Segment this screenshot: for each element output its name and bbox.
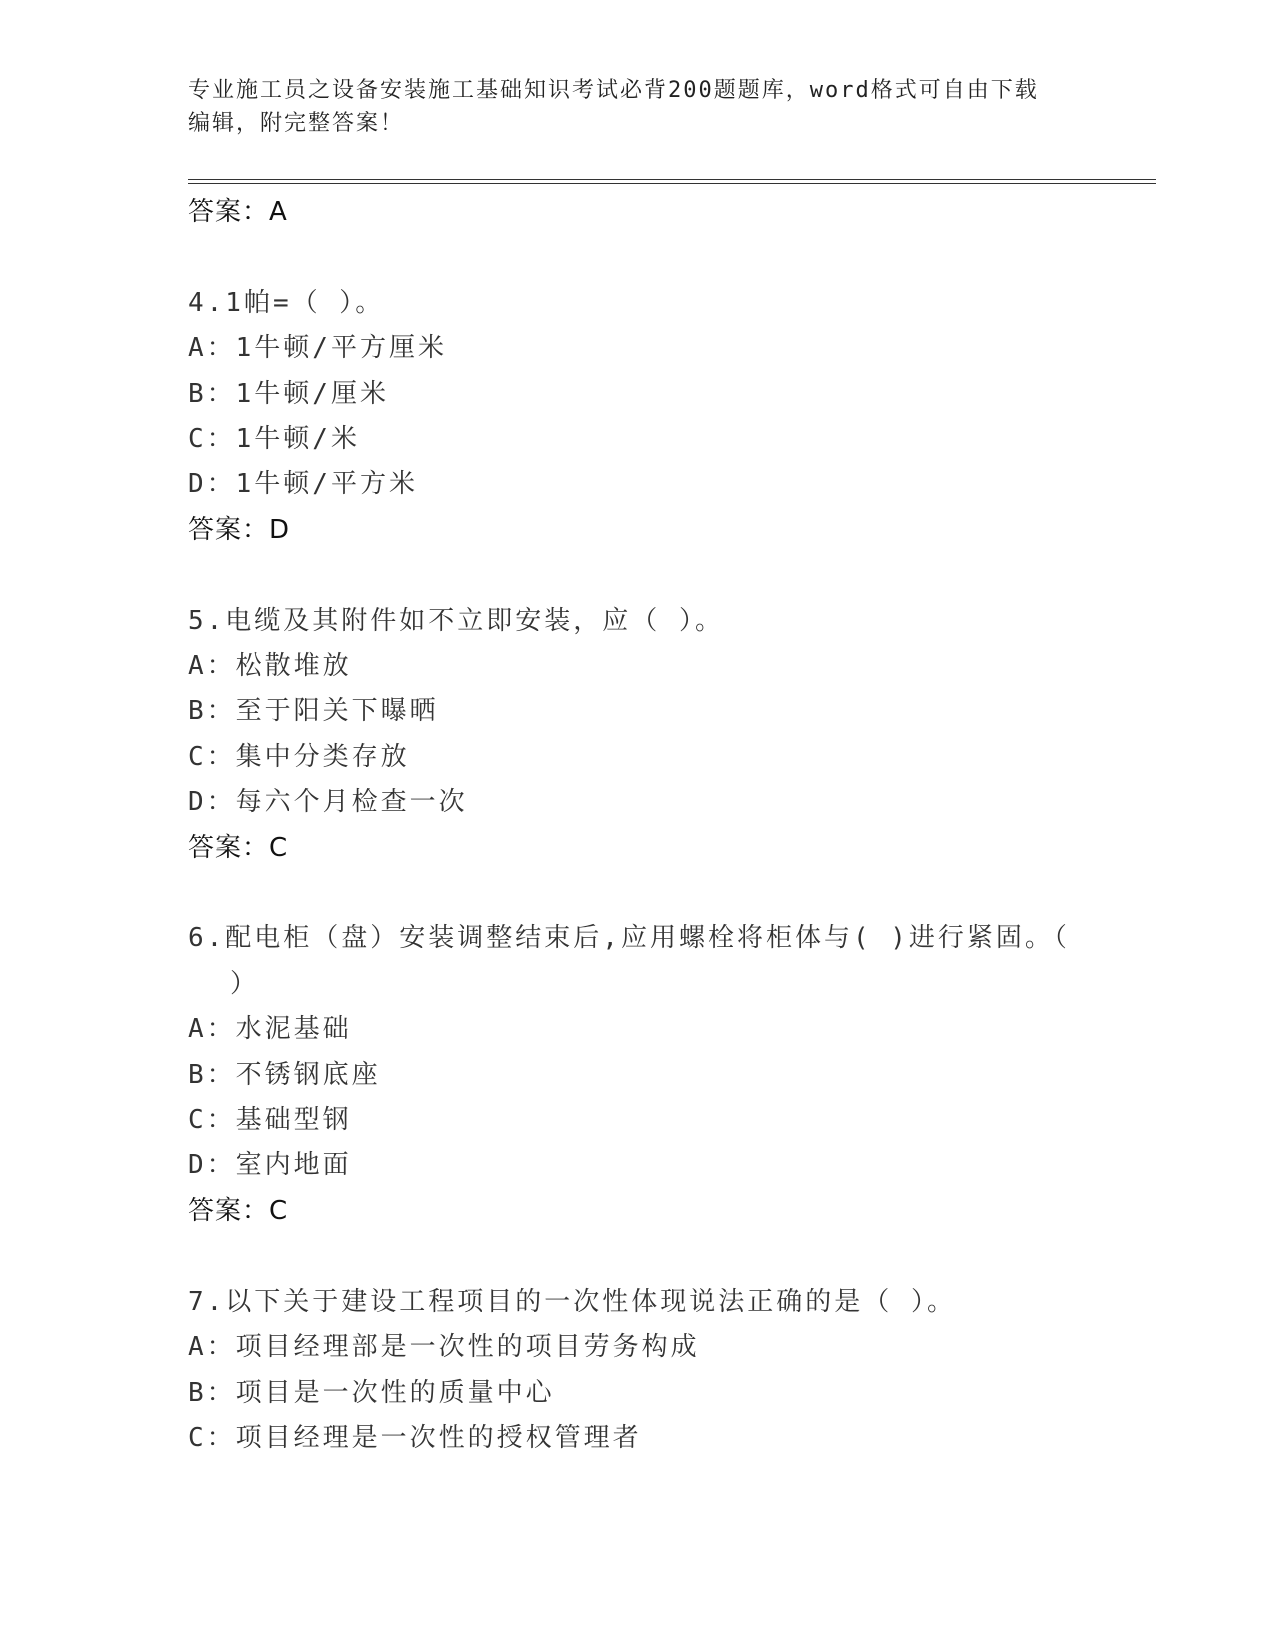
question-block [188,281,1088,553]
question-stem: 6.配电柜（盘）安装调整结束后,应用螺栓将柜体与( )进行紧固。（ [188,923,1070,954]
option-b: B：1牛顿/厘米 [188,378,389,409]
page-header [188,74,1088,140]
header-line-2: 编辑，附完整答案！ [188,111,405,136]
answer-line: 答案：C [188,832,289,863]
option-b: B：项目是一次性的质量中心 [188,1377,555,1408]
spacer [188,871,1088,916]
question-stem: 4.1帕=（ ）。 [188,287,385,318]
option-d: D：1牛顿/平方米 [188,469,418,500]
question-stem-continuation: ） [230,968,260,999]
question-stem: 5.电缆及其附件如不立即安装，应（ ）。 [188,605,724,636]
spacer [188,553,1088,598]
answer-line: 答案：D [188,514,291,545]
option-d: D：每六个月检查一次 [188,787,468,818]
document-body [188,190,1088,1461]
option-a: A：项目经理部是一次性的项目劳务构成 [188,1332,700,1363]
spacer [188,1234,1088,1279]
option-b: B：不锈钢底座 [188,1059,381,1090]
option-c: C：集中分类存放 [188,741,410,772]
header-rule-top [188,179,1156,180]
header-rule-bottom [188,183,1156,184]
option-a: A：水泥基础 [188,1014,352,1045]
header-line-1: 专业施工员之设备安装施工基础知识考试必背200题题库，word格式可自由下载 [188,78,1039,103]
answer-line: 答案：C [188,1195,289,1226]
answer-line: 答案：A [188,197,288,227]
question-block [188,599,1088,871]
question-block [188,916,1088,1234]
option-a: A：松散堆放 [188,651,352,682]
option-d: D：室内地面 [188,1150,352,1181]
spacer [188,235,1088,280]
option-b: B：至于阳关下曝晒 [188,696,439,727]
option-a: A：1牛顿/平方厘米 [188,333,447,364]
option-c: C：基础型钢 [188,1105,352,1136]
question-block [188,1280,1088,1462]
option-c: C：1牛顿/米 [188,424,360,455]
question-stem: 7.以下关于建设工程项目的一次性体现说法正确的是（ ）。 [188,1286,956,1317]
option-c: C：项目经理是一次性的授权管理者 [188,1422,642,1453]
